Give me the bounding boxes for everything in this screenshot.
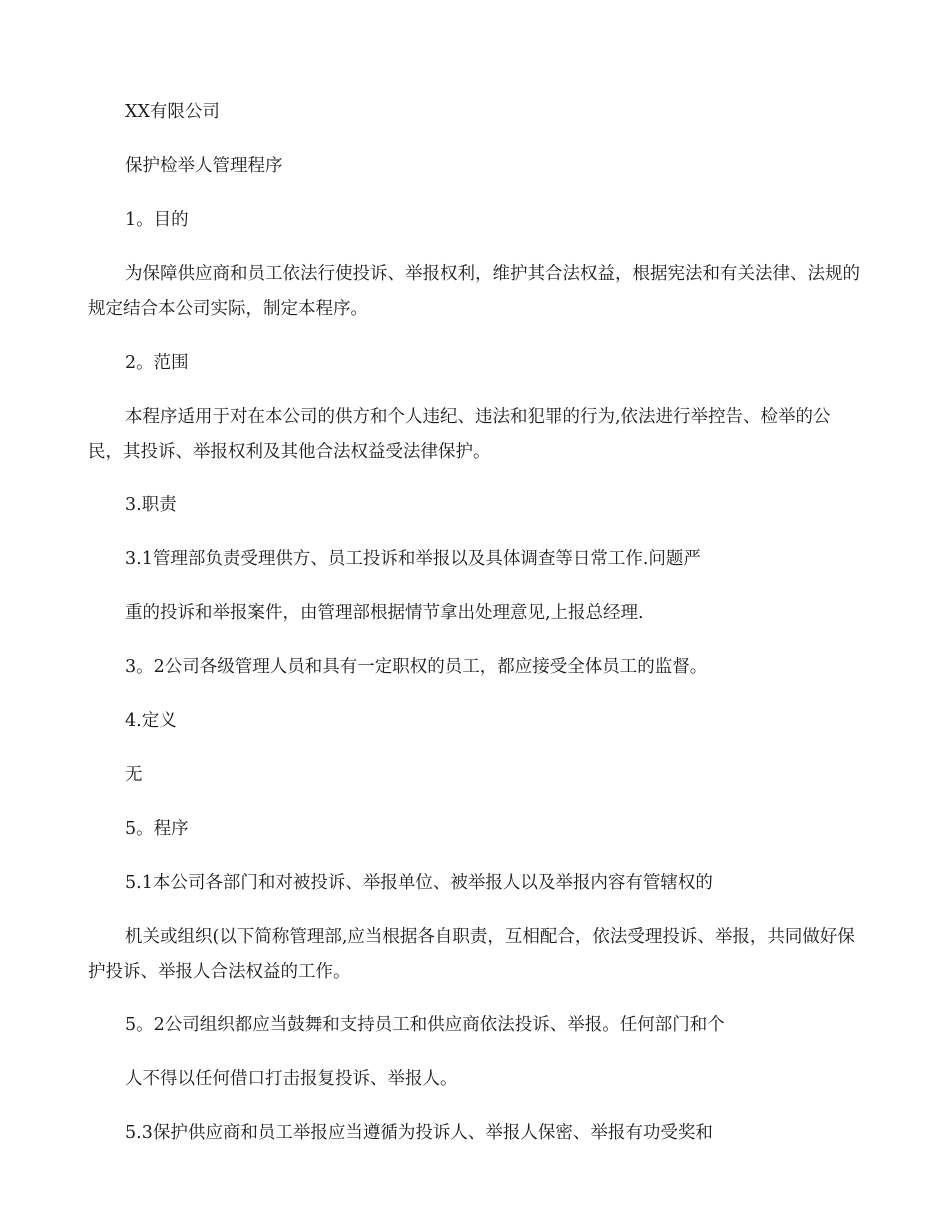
section-heading-definition: 4.定义: [125, 711, 177, 731]
paragraph-3-1: 3.1管理部负责受理供方、员工投诉和举报以及具体调查等日常工作.问题严: [125, 549, 701, 569]
paragraph-5-2: 5。2公司组织都应当鼓舞和支持员工和供应商依法投诉、举报。任何部门和个: [125, 1015, 725, 1035]
paragraph-5-3: 5.3保护供应商和员工举报应当遵循为投诉人、举报人保密、举报有功受奖和: [125, 1123, 713, 1143]
section-heading-purpose: 1。目的: [125, 210, 189, 230]
section-heading-duties: 3.职责: [125, 495, 177, 515]
paragraph-scope: 本程序适用于对在本公司的供方和个人违纪、违法和犯罪的行为,依法进行举控告、检举的公民，其投诉、举报权利及其他合法权益受法律保护。: [88, 407, 831, 462]
paragraph-definition: 无: [125, 765, 143, 785]
section-heading-procedure: 5。程序: [125, 819, 189, 839]
paragraph-purpose: 为保障供应商和员工依法行使投诉、举报权利，维护其合法权益，根据宪法和有关法律、法规的规定结合本公司实际，制定本程序。: [88, 264, 860, 319]
paragraph-3-2: 3。2公司各级管理人员和具有一定职权的员工，都应接受全体员工的监督。: [125, 657, 708, 677]
section-heading-scope: 2。范围: [125, 353, 189, 373]
paragraph-5-1-cont: 机关或组织(以下简称管理部,应当根据各自职责，互相配合，依法受理投诉、举报，共同做好保护投诉、举报人合法权益的工作。: [88, 927, 855, 982]
paragraph-5-1: 5.1本公司各部门和对被投诉、举报单位、被举报人以及举报内容有管辖权的: [125, 873, 713, 893]
company-name: XX有限公司: [125, 102, 220, 122]
paragraph-5-2-cont: 人不得以任何借口打击报复投诉、举报人。: [125, 1069, 458, 1089]
document-title: 保护检举人管理程序: [125, 156, 283, 176]
paragraph-3-1-cont: 重的投诉和举报案件，由管理部根据情节拿出处理意见,上报总经理.: [125, 603, 644, 623]
